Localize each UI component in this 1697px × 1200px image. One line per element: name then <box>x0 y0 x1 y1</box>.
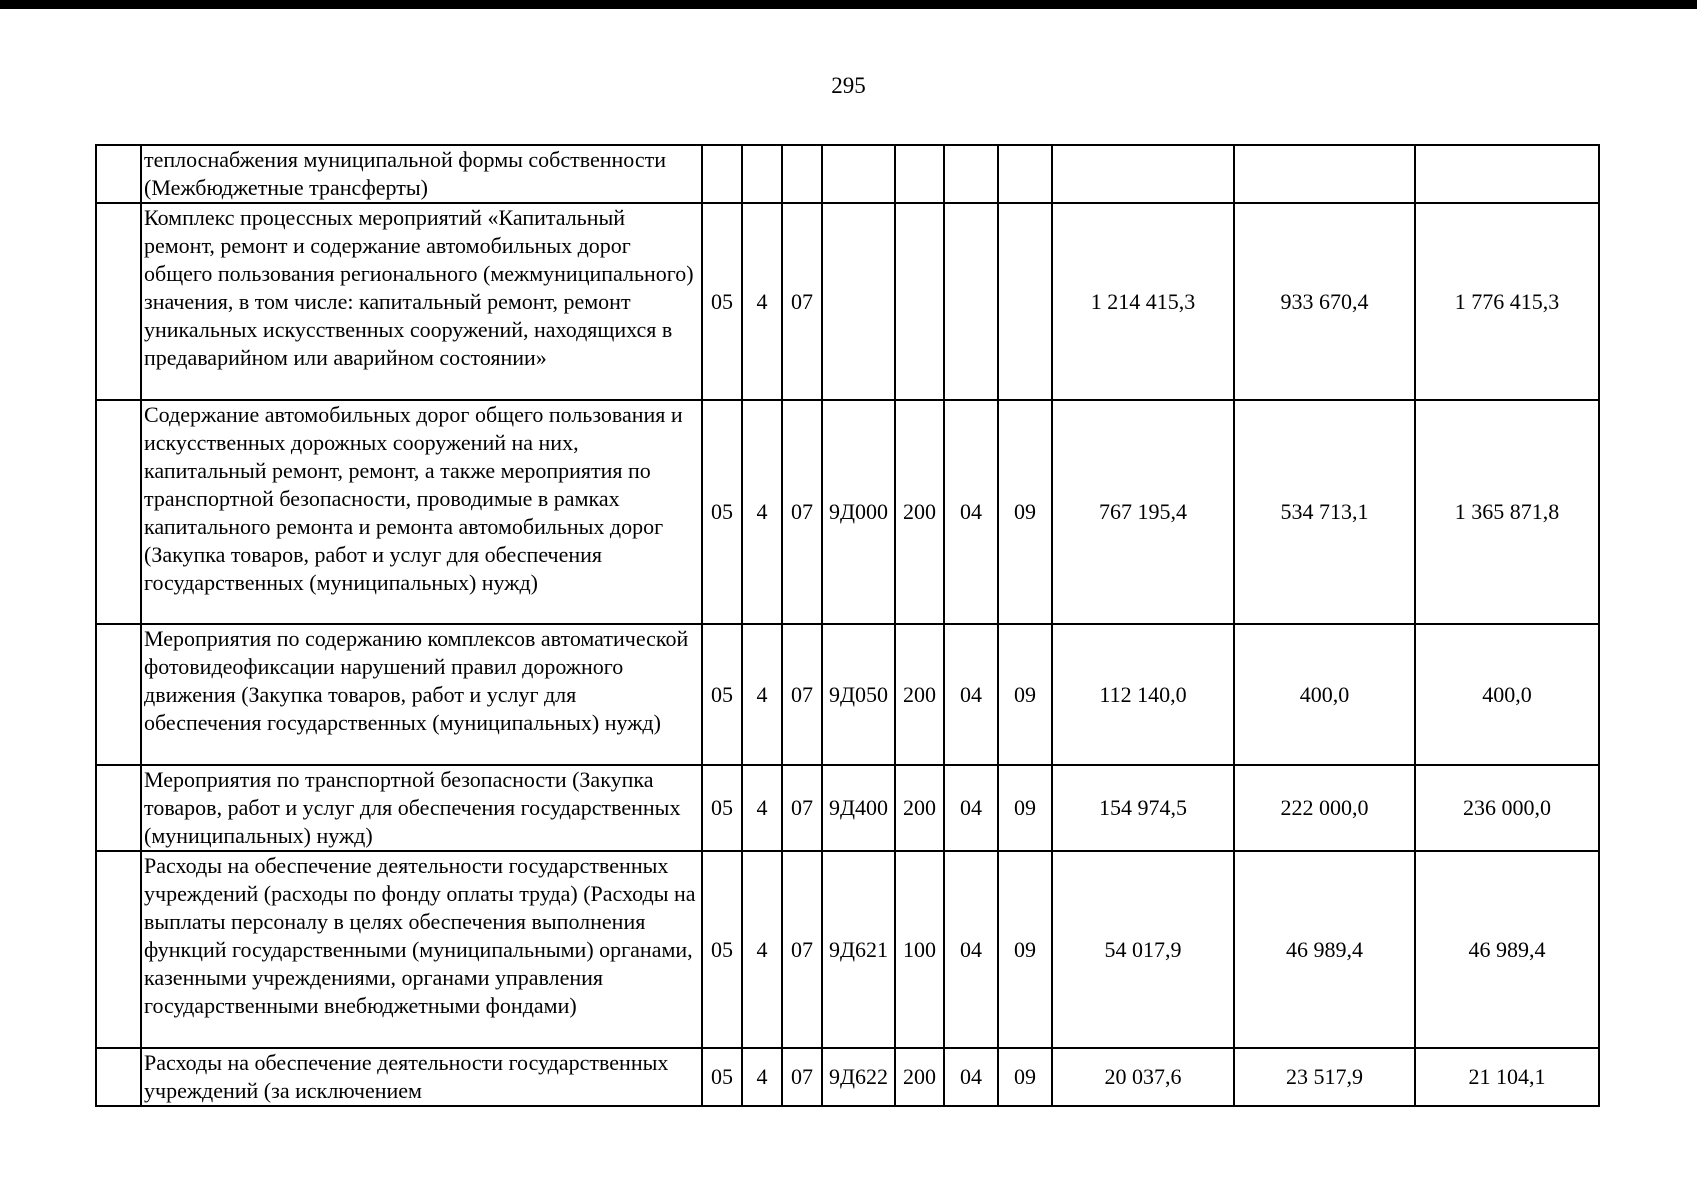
section-code-cell: 05 <box>702 765 742 851</box>
subprogram-code-cell: 4 <box>742 400 782 624</box>
program-code-cell: 07 <box>782 765 822 851</box>
subdivision-code-cell <box>998 203 1052 400</box>
program-code-cell: 07 <box>782 851 822 1048</box>
amount-year2-cell: 933 670,4 <box>1234 203 1415 400</box>
expense-type-code-cell: 200 <box>895 1048 944 1106</box>
subdivision-code-cell: 09 <box>998 765 1052 851</box>
amount-year3-cell: 236 000,0 <box>1415 765 1599 851</box>
amount-year1-cell: 20 037,6 <box>1052 1048 1234 1106</box>
subprogram-code-cell: 4 <box>742 624 782 765</box>
expense-type-code-cell <box>895 145 944 203</box>
expense-type-code-cell: 100 <box>895 851 944 1048</box>
description-cell: Содержание автомобильных дорог общего пользования и искусственных дорожных сооружений на них, капитальный ремонт, ремонт, а также мероприятия по транспортной безопасности, проводимые в рамках капитального ремонта и ремонта автомобильных дорог (Закупка товаров, работ и услуг для обеспечения государственных (муниципальных) нужд) <box>141 400 702 624</box>
section-code-cell: 05 <box>702 1048 742 1106</box>
program-code-cell: 07 <box>782 624 822 765</box>
amount-year2-cell <box>1234 145 1415 203</box>
amount-year3-cell: 1 365 871,8 <box>1415 400 1599 624</box>
amount-year2-cell: 222 000,0 <box>1234 765 1415 851</box>
program-code-cell: 07 <box>782 400 822 624</box>
target-code-cell <box>822 203 895 400</box>
division-code-cell <box>944 203 998 400</box>
program-code-cell <box>782 145 822 203</box>
section-code-cell: 05 <box>702 203 742 400</box>
amount-year2-cell: 46 989,4 <box>1234 851 1415 1048</box>
section-code-cell: 05 <box>702 624 742 765</box>
amount-year1-cell: 1 214 415,3 <box>1052 203 1234 400</box>
amount-year1-cell <box>1052 145 1234 203</box>
subdivision-code-cell <box>998 145 1052 203</box>
description-cell: Расходы на обеспечение деятельности государственных учреждений (расходы по фонду оплаты труда) (Расходы на выплаты персоналу в целях обеспечения выполнения функций государственными (муниципальными) органами, казенными учреждениями, органами управления государственными внебюджетными фондами) <box>141 851 702 1048</box>
row-number-cell <box>96 624 141 765</box>
row-number-cell <box>96 203 141 400</box>
row-number-cell <box>96 400 141 624</box>
division-code-cell: 04 <box>944 851 998 1048</box>
target-code-cell: 9Д400 <box>822 765 895 851</box>
table-row <box>96 145 1599 203</box>
amount-year3-cell: 1 776 415,3 <box>1415 203 1599 400</box>
subdivision-code-cell: 09 <box>998 1048 1052 1106</box>
program-code-cell: 07 <box>782 1048 822 1106</box>
amount-year2-cell: 534 713,1 <box>1234 400 1415 624</box>
amount-year2-cell: 400,0 <box>1234 624 1415 765</box>
amount-year3-cell <box>1415 145 1599 203</box>
target-code-cell <box>822 145 895 203</box>
amount-year3-cell: 400,0 <box>1415 624 1599 765</box>
division-code-cell: 04 <box>944 624 998 765</box>
amount-year3-cell: 46 989,4 <box>1415 851 1599 1048</box>
row-number-cell <box>96 851 141 1048</box>
expense-type-code-cell: 200 <box>895 624 944 765</box>
table-row <box>96 400 1599 624</box>
subdivision-code-cell: 09 <box>998 851 1052 1048</box>
target-code-cell: 9Д000 <box>822 400 895 624</box>
amount-year1-cell: 112 140,0 <box>1052 624 1234 765</box>
subprogram-code-cell: 4 <box>742 203 782 400</box>
subprogram-code-cell: 4 <box>742 1048 782 1106</box>
subdivision-code-cell: 09 <box>998 400 1052 624</box>
section-code-cell <box>702 145 742 203</box>
table-row <box>96 203 1599 400</box>
table-row <box>96 851 1599 1048</box>
division-code-cell: 04 <box>944 400 998 624</box>
description-cell: Мероприятия по транспортной безопасности (Закупка товаров, работ и услуг для обеспечения государственных (муниципальных) нужд) <box>141 765 702 851</box>
scan-top-border <box>0 0 1697 9</box>
page-number: 295 <box>831 73 866 98</box>
section-code-cell: 05 <box>702 400 742 624</box>
subprogram-code-cell: 4 <box>742 851 782 1048</box>
target-code-cell: 9Д622 <box>822 1048 895 1106</box>
table-row <box>96 624 1599 765</box>
expense-type-code-cell: 200 <box>895 765 944 851</box>
target-code-cell: 9Д621 <box>822 851 895 1048</box>
description-cell: Комплекс процессных мероприятий «Капитальный ремонт, ремонт и содержание автомобильных дорог общего пользования регионального (межмуниципального) значения, в том числе: капитальный ремонт, ремонт уникальных искусственных сооружений, находящихся в предаварийном или аварийном состоянии» <box>141 203 702 400</box>
table-row <box>96 1048 1599 1106</box>
description-cell: Расходы на обеспечение деятельности государственных учреждений (за исключением <box>141 1048 702 1106</box>
amount-year3-cell: 21 104,1 <box>1415 1048 1599 1106</box>
budget-table <box>95 144 1600 1107</box>
amount-year1-cell: 154 974,5 <box>1052 765 1234 851</box>
subdivision-code-cell: 09 <box>998 624 1052 765</box>
section-code-cell: 05 <box>702 851 742 1048</box>
row-number-cell <box>96 145 141 203</box>
division-code-cell <box>944 145 998 203</box>
amount-year1-cell: 767 195,4 <box>1052 400 1234 624</box>
row-number-cell <box>96 1048 141 1106</box>
description-cell: Мероприятия по содержанию комплексов автоматической фотовидеофиксации нарушений правил дорожного движения (Закупка товаров, работ и услуг для обеспечения государственных (муниципальных) нужд) <box>141 624 702 765</box>
division-code-cell: 04 <box>944 1048 998 1106</box>
target-code-cell: 9Д050 <box>822 624 895 765</box>
expense-type-code-cell: 200 <box>895 400 944 624</box>
description-cell: теплоснабжения муниципальной формы собственности (Межбюджетные трансферты) <box>141 145 702 203</box>
row-number-cell <box>96 765 141 851</box>
division-code-cell: 04 <box>944 765 998 851</box>
amount-year2-cell: 23 517,9 <box>1234 1048 1415 1106</box>
amount-year1-cell: 54 017,9 <box>1052 851 1234 1048</box>
expense-type-code-cell <box>895 203 944 400</box>
subprogram-code-cell: 4 <box>742 765 782 851</box>
subprogram-code-cell <box>742 145 782 203</box>
table-row <box>96 765 1599 851</box>
program-code-cell: 07 <box>782 203 822 400</box>
